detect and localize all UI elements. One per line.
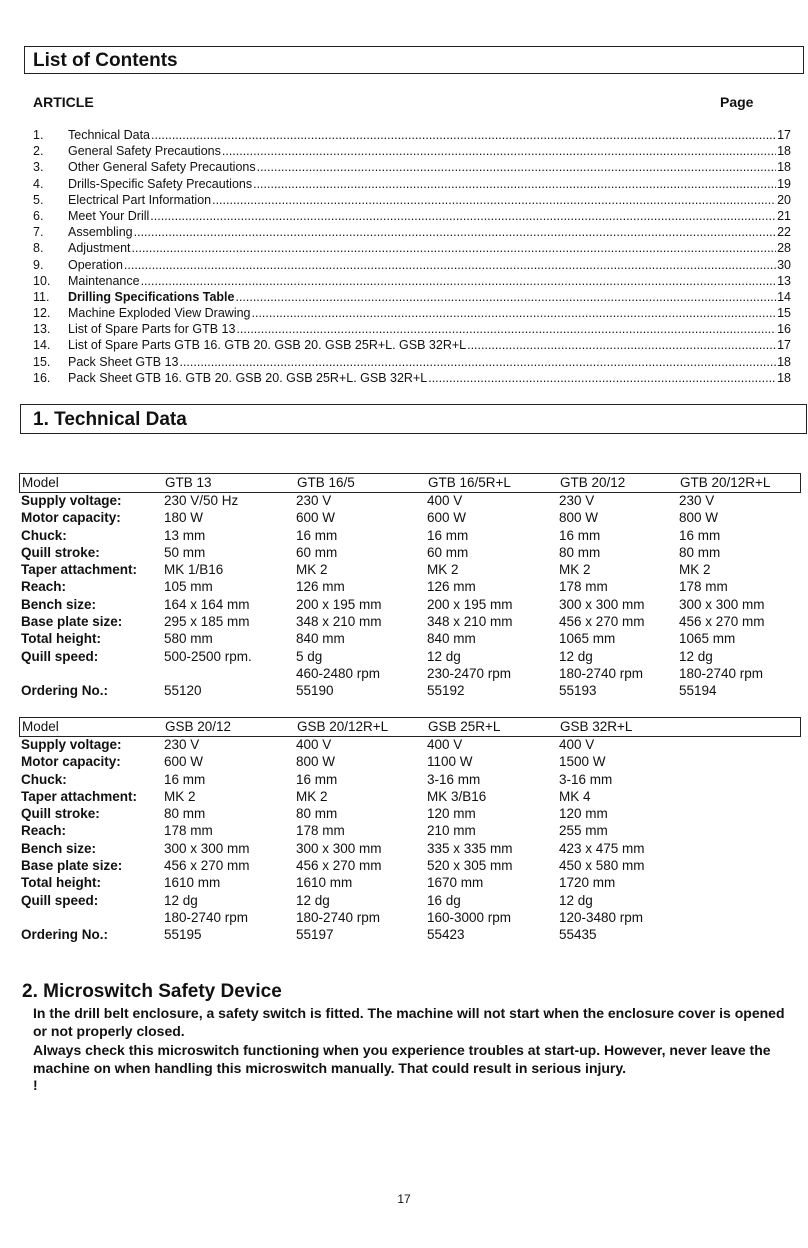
spec-value: MK 2: [559, 562, 591, 578]
header-model-name: GTB 20/12: [560, 475, 626, 490]
spec-value: 178 mm: [679, 579, 728, 595]
spec-value: MK 2: [427, 562, 459, 578]
spec-value: 55435: [559, 927, 597, 943]
toc-item-page: 19: [777, 176, 791, 191]
spec-value: 423 x 475 mm: [559, 840, 645, 856]
spec-value: MK 2: [296, 562, 328, 578]
toc-item: [33, 371, 791, 387]
spec-value: 1100 W: [427, 754, 473, 770]
toc-leader-dots: [467, 338, 776, 352]
toc-item-number: 4.: [33, 176, 44, 191]
spec-value: 55190: [296, 683, 334, 699]
spec-value: 456 x 270 mm: [679, 614, 765, 630]
spec-value: 500-2500 rpm.: [164, 648, 252, 664]
toc-item-page: 14: [777, 289, 791, 304]
spec-value: 348 x 210 mm: [296, 614, 382, 630]
spec-value: 1500 W: [559, 754, 606, 770]
toc-item-number: 3.: [33, 160, 44, 175]
header-model-name: GTB 16/5: [297, 475, 355, 490]
spec-row: [21, 562, 801, 579]
spec-row: [21, 841, 801, 858]
spec-label: Ordering No.:: [21, 683, 108, 699]
spec-value: 120 mm: [427, 806, 476, 822]
article-label: ARTICLE: [33, 94, 94, 110]
spec-value: 164 x 164 mm: [164, 596, 250, 612]
toc-item-page: 28: [777, 241, 791, 256]
toc-item-title: Technical Data: [68, 128, 150, 142]
technical-data-title: 1. Technical Data: [33, 409, 187, 430]
spec-value: 400 V: [427, 737, 463, 752]
spec-value: MK 2: [679, 562, 711, 578]
toc-item-page: 18: [777, 354, 791, 369]
spec-value: 460-2480 rpm: [296, 665, 381, 681]
toc-item: [33, 306, 791, 322]
spec-value: 13 mm: [164, 527, 206, 543]
toc-item-title: Assembling: [68, 225, 133, 240]
spec-label: Quill stroke:: [21, 544, 100, 560]
toc-item-title: Operation: [68, 257, 123, 272]
spec-label: Quill speed:: [21, 648, 99, 664]
toc-item-number: 6.: [33, 208, 44, 223]
toc-item-number: 7.: [33, 225, 44, 240]
spec-table-gsb: [21, 717, 801, 945]
spec-value: 178 mm: [559, 579, 608, 595]
spec-value: 55195: [164, 927, 202, 943]
toc-item-title: Meet Your Drill: [68, 208, 150, 223]
spec-label: Total height:: [21, 875, 101, 891]
spec-label: Taper attachment:: [21, 788, 138, 804]
spec-value: 80 mm: [296, 806, 338, 822]
spec-value: 180-2740 rpm: [559, 665, 644, 681]
spec-row: [21, 545, 801, 562]
spec-value: 50 mm: [164, 544, 206, 560]
toc-item-page: 20: [777, 192, 791, 207]
toc-item-title: Maintenance: [68, 273, 140, 288]
spec-value: 300 x 300 mm: [679, 596, 765, 612]
spec-value: 1065 mm: [679, 631, 736, 647]
spec-label: Motor capacity:: [21, 754, 121, 770]
spec-value: 5 dg: [296, 648, 323, 664]
spec-label: Taper attachment:: [21, 562, 138, 578]
spec-value: 840 mm: [427, 631, 476, 647]
toc-item-number: 14.: [33, 338, 51, 353]
spec-value: 80 mm: [559, 544, 601, 560]
spec-row: [21, 528, 801, 545]
toc-leader-dots: [428, 371, 776, 385]
spec-label: Base plate size:: [21, 614, 123, 630]
spec-row: [21, 772, 801, 789]
toc-item-title: List of Spare Parts for GTB 13: [68, 322, 236, 337]
spec-value: 450 x 580 mm: [559, 858, 645, 874]
spec-row: [21, 893, 801, 910]
toc-item-page: 15: [777, 306, 791, 321]
toc-item: [33, 177, 791, 193]
spec-row: [21, 649, 801, 666]
contents-list: [33, 128, 791, 387]
spec-value: 1670 mm: [427, 875, 484, 891]
spec-value: 55194: [679, 683, 717, 699]
spec-value: 800 W: [559, 510, 599, 526]
spec-value: 400 V: [559, 737, 595, 752]
spec-value: 12 dg: [559, 648, 593, 664]
spec-value: 60 mm: [427, 544, 469, 560]
toc-item-number: 8.: [33, 241, 44, 256]
spec-value: 840 mm: [296, 631, 345, 647]
spec-row: [21, 858, 801, 875]
toc-item-page: 18: [777, 144, 791, 159]
spec-value: 230 V: [559, 493, 595, 508]
spec-value: 126 mm: [296, 579, 345, 595]
page-number: 17: [397, 1192, 411, 1206]
spec-value: 180-2740 rpm: [679, 665, 764, 681]
toc-item: [33, 144, 791, 160]
toc-item-title: Drills-Specific Safety Precautions: [68, 176, 253, 191]
spec-table-gtb: [21, 473, 801, 701]
toc-item-number: 5.: [33, 192, 44, 207]
spec-value: 1720 mm: [559, 875, 616, 891]
spec-value: 12 dg: [164, 892, 198, 908]
spec-value: 230 V/50 Hz: [164, 493, 239, 508]
spec-value: 600 W: [164, 754, 204, 770]
toc-item: [33, 160, 791, 176]
spec-value: 600 W: [296, 510, 336, 526]
contents-title: List of Contents: [33, 50, 178, 71]
toc-item-number: 2.: [33, 144, 44, 159]
spec-row: [21, 789, 801, 806]
spec-value: MK 2: [164, 788, 196, 804]
toc-item-number: 10.: [33, 273, 51, 288]
spec-row: [21, 927, 801, 944]
spec-value: 230 V: [296, 493, 332, 508]
spec-value: 230 V: [164, 737, 200, 752]
toc-leader-dots: [212, 193, 776, 207]
spec-value: 12 dg: [679, 648, 713, 664]
spec-value: MK 1/B16: [164, 562, 224, 578]
spec-row: [21, 683, 801, 700]
spec-row: [21, 823, 801, 840]
spec-value: 12 dg: [427, 648, 461, 664]
spec-value: 1610 mm: [164, 875, 221, 891]
toc-item-number: 11.: [33, 289, 50, 304]
spec-value: 80 mm: [164, 806, 206, 822]
spec-value: 178 mm: [164, 823, 213, 839]
spec-value: 180-2740 rpm: [296, 909, 381, 925]
toc-leader-dots: [124, 258, 776, 272]
spec-value: 16 mm: [427, 527, 469, 543]
toc-leader-dots: [257, 160, 776, 174]
spec-value: MK 2: [296, 788, 328, 804]
spec-value: 200 x 195 mm: [427, 596, 513, 612]
spec-label: Bench size:: [21, 596, 97, 612]
toc-item-page: 16: [777, 322, 791, 337]
spec-value: 55197: [296, 927, 334, 943]
spec-value: 600 W: [427, 510, 467, 526]
spec-value: 800 W: [679, 510, 719, 526]
spec-value: 160-3000 rpm: [427, 909, 512, 925]
spec-row: [21, 579, 801, 596]
toc-leader-dots: [179, 355, 776, 369]
spec-value: 300 x 300 mm: [559, 596, 645, 612]
spec-row: [21, 666, 801, 683]
toc-item: [33, 241, 791, 257]
spec-value: 456 x 270 mm: [559, 614, 645, 630]
spec-label: Chuck:: [21, 771, 67, 787]
microswitch-para-2: Always check this microswitch functioning when you experience troubles at start-up. However, never leave the machine on when handling this microswitch manually. That could result in serious injury.: [33, 1042, 771, 1076]
spec-label: Quill stroke:: [21, 806, 100, 822]
toc-item: [33, 274, 791, 290]
spec-value: 120-3480 rpm: [559, 909, 644, 925]
toc-leader-dots: [141, 274, 777, 288]
toc-item: [33, 193, 791, 209]
header-model-name: GTB 16/5R+L: [428, 475, 511, 490]
spec-value: 400 V: [296, 737, 332, 752]
toc-item-page: 30: [777, 257, 791, 272]
toc-item-page: 22: [777, 225, 791, 240]
contents-title-box: [24, 46, 804, 74]
toc-item-title: List of Spare Parts GTB 16. GTB 20. GSB 20. GSB 25R+L. GSB 32R+L: [68, 338, 467, 353]
spec-value: 55120: [164, 683, 202, 699]
toc-item-number: 12.: [33, 306, 51, 321]
spec-table-header: [19, 473, 801, 493]
spec-label: Reach:: [21, 823, 67, 839]
spec-value: 16 mm: [164, 771, 206, 787]
toc-leader-dots: [134, 225, 776, 239]
header-model-label: Model: [22, 475, 59, 490]
toc-item-page: 17: [777, 338, 791, 353]
spec-value: 80 mm: [679, 544, 721, 560]
spec-value: MK 3/B16: [427, 788, 487, 804]
spec-value: 3-16 mm: [559, 771, 613, 787]
spec-value: 105 mm: [164, 579, 213, 595]
spec-label: Reach:: [21, 579, 67, 595]
spec-value: 178 mm: [296, 823, 345, 839]
toc-leader-dots: [252, 306, 777, 320]
header-model-name: GSB 32R+L: [560, 719, 633, 734]
toc-item: [33, 258, 791, 274]
spec-value: 55193: [559, 683, 597, 699]
header-model-name: GSB 25R+L: [428, 719, 501, 734]
spec-value: 210 mm: [427, 823, 476, 839]
toc-item-page: 13: [777, 273, 791, 288]
spec-value: 255 mm: [559, 823, 608, 839]
toc-item-page: 21: [777, 208, 791, 223]
spec-value: 456 x 270 mm: [296, 858, 382, 874]
toc-item: [33, 209, 791, 225]
spec-value: 1065 mm: [559, 631, 616, 647]
spec-value: 16 mm: [296, 771, 338, 787]
technical-data-title-box: [20, 404, 807, 434]
spec-value: 300 x 300 mm: [296, 840, 382, 856]
spec-value: 520 x 305 mm: [427, 858, 513, 874]
spec-label: Base plate size:: [21, 858, 123, 874]
spec-value: 126 mm: [427, 579, 476, 595]
toc-item: [33, 338, 791, 354]
microswitch-mark: !: [33, 1077, 38, 1093]
header-model-name: GSB 20/12R+L: [297, 719, 389, 734]
spec-label: Chuck:: [21, 527, 67, 543]
spec-value: 55192: [427, 683, 465, 699]
spec-value: 180 W: [164, 510, 204, 526]
spec-label: Ordering No.:: [21, 927, 108, 943]
spec-value: 456 x 270 mm: [164, 858, 250, 874]
toc-item: [33, 322, 791, 338]
spec-row: [21, 875, 801, 892]
toc-item-title: Drilling Specifications Table: [68, 289, 235, 304]
spec-label: Motor capacity:: [21, 510, 121, 526]
spec-value: 348 x 210 mm: [427, 614, 513, 630]
spec-row: [21, 910, 801, 927]
spec-value: 16 dg: [427, 892, 461, 908]
toc-leader-dots: [150, 209, 776, 223]
spec-row: [21, 493, 801, 510]
spec-value: 200 x 195 mm: [296, 596, 382, 612]
spec-value: 12 dg: [559, 892, 593, 908]
toc-item-title: Pack Sheet GTB 16. GTB 20. GSB 20. GSB 25R+L. GSB 32R+L: [68, 370, 428, 385]
spec-value: 3-16 mm: [427, 771, 481, 787]
spec-value: 120 mm: [559, 806, 608, 822]
spec-row: [21, 597, 801, 614]
spec-value: 300 x 300 mm: [164, 840, 250, 856]
toc-item-title: Pack Sheet GTB 13: [68, 354, 179, 369]
spec-value: 230-2470 rpm: [427, 665, 512, 681]
spec-value: 400 V: [427, 493, 463, 508]
toc-item-number: 15.: [33, 354, 51, 369]
spec-row: [21, 737, 801, 754]
toc-item-title: Machine Exploded View Drawing: [68, 306, 251, 321]
spec-value: 12 dg: [296, 892, 330, 908]
toc-item-title: General Safety Precautions: [68, 144, 221, 159]
spec-value: 335 x 335 mm: [427, 840, 513, 856]
spec-row: [21, 614, 801, 631]
spec-value: 180-2740 rpm: [164, 909, 249, 925]
spec-row: [21, 631, 801, 648]
header-model-name: GSB 20/12: [165, 719, 232, 734]
spec-value: 1610 mm: [296, 875, 353, 891]
toc-item-number: 16.: [33, 370, 51, 385]
toc-item-number: 1.: [33, 128, 44, 142]
spec-value: MK 4: [559, 788, 591, 804]
microswitch-title: 2. Microswitch Safety Device: [22, 981, 282, 1002]
toc-leader-dots: [235, 290, 776, 304]
spec-value: 800 W: [296, 754, 336, 770]
spec-row: [21, 510, 801, 527]
toc-item-title: Electrical Part Information: [68, 192, 212, 207]
toc-leader-dots: [253, 177, 776, 191]
spec-row: [21, 754, 801, 771]
header-model-name: GTB 13: [165, 475, 212, 490]
page-label: Page: [720, 94, 754, 110]
spec-value: 230 V: [679, 493, 715, 508]
microswitch-para-1: In the drill belt enclosure, a safety switch is fitted. The machine will not start when the enclosure cover is opened or not properly closed.: [33, 1005, 785, 1039]
spec-value: 295 x 185 mm: [164, 614, 250, 630]
toc-item: [33, 355, 791, 371]
spec-value: 55423: [427, 927, 465, 943]
toc-item-page: 18: [777, 160, 791, 175]
spec-row: [21, 806, 801, 823]
spec-value: 16 mm: [296, 527, 338, 543]
spec-label: Bench size:: [21, 840, 97, 856]
spec-value: 16 mm: [679, 527, 721, 543]
toc-leader-dots: [132, 241, 777, 255]
toc-leader-dots: [151, 128, 776, 142]
toc-item: [33, 290, 791, 306]
spec-value: 16 mm: [559, 527, 601, 543]
toc-item: [33, 128, 791, 144]
toc-item-page: 17: [777, 128, 791, 142]
toc-item-number: 13.: [33, 322, 51, 337]
spec-value: 60 mm: [296, 544, 338, 560]
toc-item: [33, 225, 791, 241]
toc-item-page: 18: [777, 370, 791, 385]
spec-label: Quill speed:: [21, 892, 99, 908]
spec-table-header: [19, 717, 801, 737]
spec-label: Supply voltage:: [21, 493, 122, 508]
toc-leader-dots: [222, 144, 776, 158]
spec-value: 580 mm: [164, 631, 213, 647]
toc-item-title: Adjustment: [68, 241, 131, 256]
spec-label: Total height:: [21, 631, 101, 647]
toc-item-number: 9.: [33, 257, 44, 272]
spec-label: Supply voltage:: [21, 737, 122, 752]
header-model-name: GTB 20/12R+L: [680, 475, 771, 490]
toc-item-title: Other General Safety Precautions: [68, 160, 256, 175]
header-model-label: Model: [22, 719, 59, 734]
toc-leader-dots: [236, 322, 776, 336]
